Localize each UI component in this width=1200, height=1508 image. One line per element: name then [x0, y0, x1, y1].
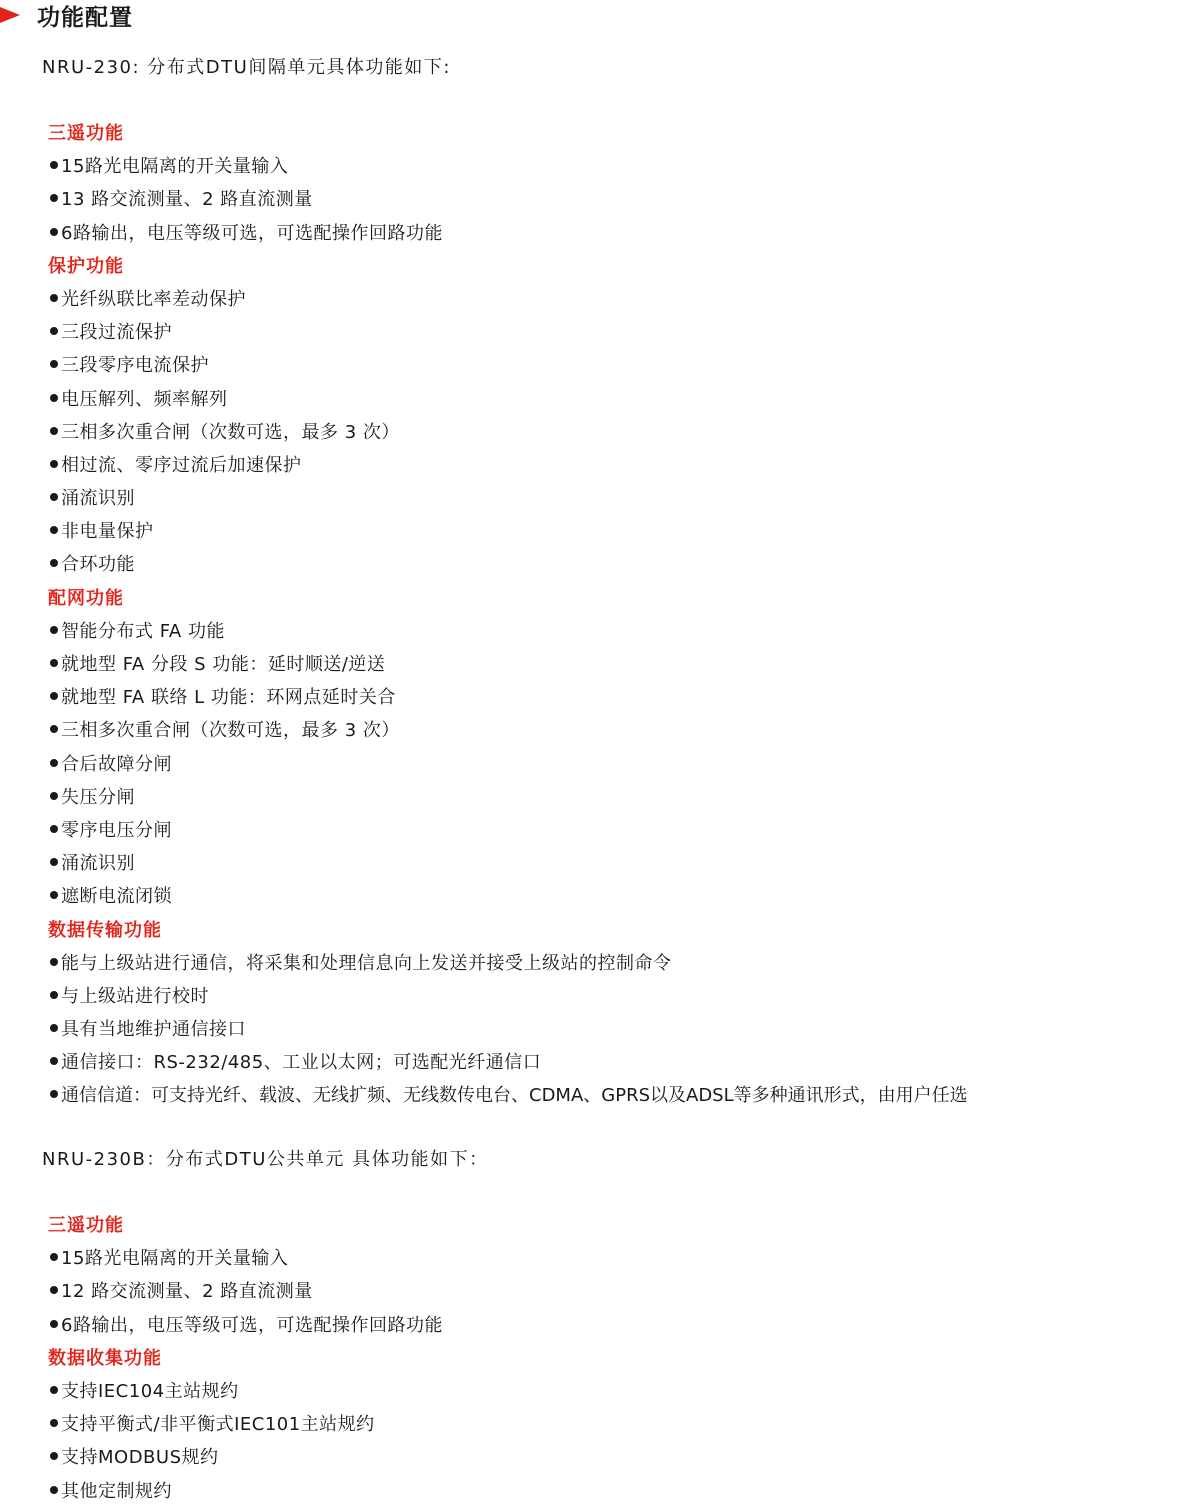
group-heading: 数据传输功能 [48, 919, 162, 941]
bullet-icon [50, 1320, 58, 1328]
bullet-icon [50, 294, 58, 302]
list-item: 电压解列、频率解列 [48, 383, 968, 416]
bullet-icon [50, 1090, 58, 1098]
bullet-icon [50, 1024, 58, 1032]
list-item: 通信信道：可支持光纤、载波、无线扩频、无线数传电台、CDMA、GPRS以及ADSL等多种通讯形式，由用户任选 [48, 1079, 968, 1112]
section-intro: NRU-230: 分布式DTU间隔单元具体功能如下: [42, 57, 451, 78]
bullet-icon [50, 427, 58, 435]
bullet-icon [50, 1386, 58, 1394]
list-item: 智能分布式 FA 功能 [48, 615, 968, 648]
list-item: 零序电压分闸 [48, 814, 968, 847]
bullet-icon [50, 825, 58, 833]
bullet-icon [50, 659, 58, 667]
section-nru-230 [42, 51, 968, 1113]
list-item: 涌流识别 [48, 482, 968, 515]
list-item: 其他定制规约 [48, 1475, 489, 1508]
list-item: 光纤纵联比率差动保护 [48, 283, 968, 316]
bullet-icon [50, 460, 58, 468]
bullet-icon [50, 228, 58, 236]
group-heading: 数据收集功能 [48, 1347, 162, 1369]
list-item: 支持IEC104主站规约 [48, 1375, 489, 1408]
list-item: 就地型 FA 分段 S 功能：延时顺送/逆送 [48, 648, 968, 681]
bullet-icon [50, 493, 58, 501]
bullet-icon [50, 991, 58, 999]
list-item: 支持平衡式/非平衡式IEC101主站规约 [48, 1408, 489, 1441]
list-item: 三段零序电流保护 [48, 349, 968, 382]
list-item: 通信接口：RS-232/485、工业以太网；可选配光纤通信口 [48, 1046, 968, 1079]
list-item: 具有当地维护通信接口 [48, 1013, 968, 1046]
bullet-icon [50, 759, 58, 767]
group-heading: 三遥功能 [48, 1215, 124, 1236]
bullet-icon [50, 327, 58, 335]
bullet-icon [50, 958, 58, 966]
list-item: 遮断电流闭锁 [48, 880, 968, 913]
list-item: 能与上级站进行通信，将采集和处理信息向上发送并接受上级站的控制命令 [48, 947, 968, 980]
bullet-icon [50, 725, 58, 733]
bullet-icon [50, 1419, 58, 1427]
bullet-icon [50, 1286, 58, 1294]
list-item: 就地型 FA 联络 L 功能：环网点延时关合 [48, 681, 968, 714]
bullet-icon [50, 1452, 58, 1460]
list-item: 三相多次重合闸（次数可选，最多 3 次） [48, 714, 968, 747]
list-item: 三相多次重合闸（次数可选，最多 3 次） [48, 416, 968, 449]
bullet-icon [50, 891, 58, 899]
bullet-icon [50, 1057, 58, 1065]
list-item: 支持MODBUS规约 [48, 1441, 489, 1474]
bullet-icon [50, 858, 58, 866]
list-item: 15路光电隔离的开关量输入 [48, 1242, 489, 1275]
page-title: 功能配置 [37, 4, 133, 31]
list-item: 非电量保护 [48, 515, 968, 548]
bullet-icon [50, 161, 58, 169]
list-item: 与上级站进行校时 [48, 980, 968, 1013]
list-item: 15路光电隔离的开关量输入 [48, 150, 968, 183]
list-item: 合环功能 [48, 548, 968, 581]
bullet-icon [50, 1486, 58, 1494]
bullet-icon [50, 394, 58, 402]
group-heading: 配网功能 [48, 587, 124, 609]
list-item: 12 路交流测量、2 路直流测量 [48, 1275, 489, 1308]
list-item: 涌流识别 [48, 847, 968, 880]
list-item: 合后故障分闸 [48, 748, 968, 781]
bullet-icon [50, 559, 58, 567]
list-item: 相过流、零序过流后加速保护 [48, 449, 968, 482]
section-header [0, 0, 133, 30]
list-item: 6路输出，电压等级可选，可选配操作回路功能 [48, 217, 968, 250]
feature-list [42, 1209, 489, 1508]
section-intro: NRU-230B：分布式DTU公共单元 具体功能如下： [42, 1149, 489, 1170]
feature-list [42, 117, 968, 1113]
play-arrow-icon [0, 7, 20, 23]
bullet-icon [50, 194, 58, 202]
group-heading: 三遥功能 [48, 123, 124, 144]
bullet-icon [50, 526, 58, 534]
group-heading: 保护功能 [48, 255, 124, 277]
bullet-icon [50, 1253, 58, 1261]
section-nru-230b [42, 1143, 489, 1508]
list-item: 6路输出，电压等级可选，可选配操作回路功能 [48, 1309, 489, 1342]
list-item: 三段过流保护 [48, 316, 968, 349]
bullet-icon [50, 360, 58, 368]
bullet-icon [50, 626, 58, 634]
list-item: 13 路交流测量、2 路直流测量 [48, 183, 968, 216]
bullet-icon [50, 792, 58, 800]
list-item: 失压分闸 [48, 781, 968, 814]
bullet-icon [50, 692, 58, 700]
